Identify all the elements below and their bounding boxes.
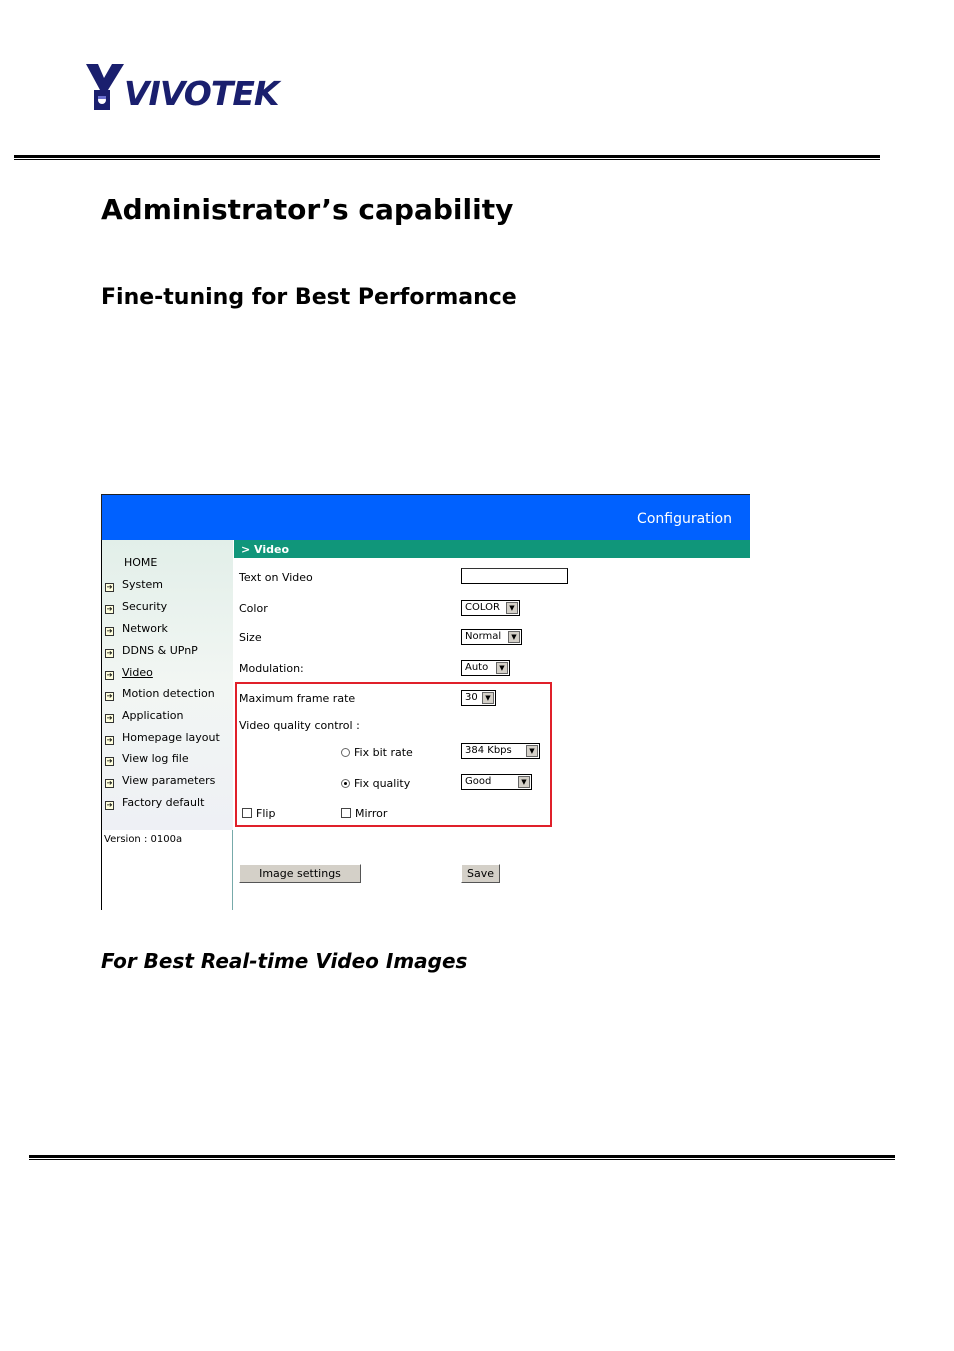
chevron-down-icon: ▼ bbox=[518, 776, 530, 788]
nav-item-application[interactable]: ➔ Application bbox=[106, 709, 184, 722]
nav-item-view-parameters[interactable]: ➔ View parameters bbox=[106, 774, 216, 787]
chevron-down-icon: ▼ bbox=[508, 631, 520, 643]
figure-caption: For Best Real-time Video Images bbox=[101, 949, 468, 973]
video-config-screenshot bbox=[101, 494, 750, 910]
nav-item-homepage-layout[interactable]: ➔ Homepage layout bbox=[106, 731, 220, 744]
fix-quality-option[interactable]: Fix quality bbox=[341, 777, 410, 790]
arrow-icon: ➔ bbox=[106, 671, 113, 679]
arrow-icon: ➔ bbox=[106, 692, 113, 700]
checkbox-icon[interactable] bbox=[341, 808, 351, 818]
arrow-icon: ➔ bbox=[106, 583, 113, 591]
radio-selected-icon[interactable] bbox=[341, 779, 350, 788]
arrow-icon: ➔ bbox=[106, 779, 113, 787]
arrow-icon: ➔ bbox=[106, 757, 113, 765]
quality-select[interactable]: Good ▼ bbox=[461, 774, 532, 790]
color-select[interactable]: COLOR ▼ bbox=[461, 600, 520, 616]
image-settings-button[interactable]: Image settings bbox=[239, 864, 361, 883]
text-on-video-input[interactable] bbox=[461, 568, 568, 584]
chevron-down-icon: ▼ bbox=[496, 662, 508, 674]
logo-wordmark: VIVOTEK bbox=[124, 74, 279, 113]
config-header bbox=[101, 494, 750, 540]
nav-item-motion-detection[interactable]: ➔ Motion detection bbox=[106, 687, 215, 700]
max-frame-rate-label: Maximum frame rate bbox=[239, 692, 356, 705]
section-header-video: > Video bbox=[234, 540, 750, 558]
nav-item-ddns-upnp[interactable]: ➔ DDNS & UPnP bbox=[106, 644, 198, 657]
page-title: Administrator’s capability bbox=[101, 193, 514, 226]
radio-icon[interactable] bbox=[341, 748, 350, 757]
vivotek-logo bbox=[84, 60, 294, 116]
save-button[interactable]: Save bbox=[461, 864, 500, 883]
nav-item-factory-default[interactable]: ➔ Factory default bbox=[106, 796, 205, 809]
arrow-icon: ➔ bbox=[106, 649, 113, 657]
arrow-icon: ➔ bbox=[106, 605, 113, 613]
size-select[interactable]: Normal ▼ bbox=[461, 629, 522, 645]
chevron-down-icon: ▼ bbox=[482, 692, 494, 704]
arrow-icon: ➔ bbox=[106, 736, 113, 744]
arrow-icon: ➔ bbox=[106, 627, 113, 635]
color-label: Color bbox=[239, 602, 268, 615]
nav-item-video[interactable]: ➔ Video bbox=[106, 666, 153, 679]
bit-rate-select[interactable]: 384 Kbps ▼ bbox=[461, 743, 540, 759]
nav-item-system[interactable]: ➔ System bbox=[106, 578, 164, 591]
nav-item-view-log-file[interactable]: ➔ View log file bbox=[106, 752, 189, 765]
modulation-select[interactable]: Auto ▼ bbox=[461, 660, 510, 676]
vivotek-camera-icon bbox=[84, 60, 128, 116]
text-on-video-label: Text on Video bbox=[239, 571, 313, 584]
footer-rule bbox=[29, 1155, 895, 1160]
config-sidebar bbox=[101, 540, 233, 910]
nav-item-security[interactable]: ➔ Security bbox=[106, 600, 168, 613]
header-rule bbox=[14, 155, 880, 160]
mirror-option[interactable]: Mirror bbox=[341, 807, 387, 820]
checkbox-icon[interactable] bbox=[242, 808, 252, 818]
fix-bit-rate-option[interactable]: Fix bit rate bbox=[341, 746, 413, 759]
chevron-down-icon: ▼ bbox=[506, 602, 518, 614]
size-label: Size bbox=[239, 631, 262, 644]
max-frame-rate-select[interactable]: 30 ▼ bbox=[461, 690, 496, 706]
nav-item-home[interactable]: HOME bbox=[124, 556, 158, 569]
arrow-icon: ➔ bbox=[106, 714, 113, 722]
arrow-icon: ➔ bbox=[106, 801, 113, 809]
section-title: Fine-tuning for Best Performance bbox=[101, 285, 517, 310]
nav-item-network[interactable]: ➔ Network bbox=[106, 622, 168, 635]
flip-option[interactable]: Flip bbox=[242, 807, 275, 820]
version-label: Version : 0100a bbox=[104, 834, 183, 845]
modulation-label: Modulation: bbox=[239, 662, 304, 675]
quality-control-label: Video quality control : bbox=[239, 719, 360, 732]
config-header-title: Configuration bbox=[637, 511, 732, 527]
chevron-down-icon: ▼ bbox=[526, 745, 538, 757]
